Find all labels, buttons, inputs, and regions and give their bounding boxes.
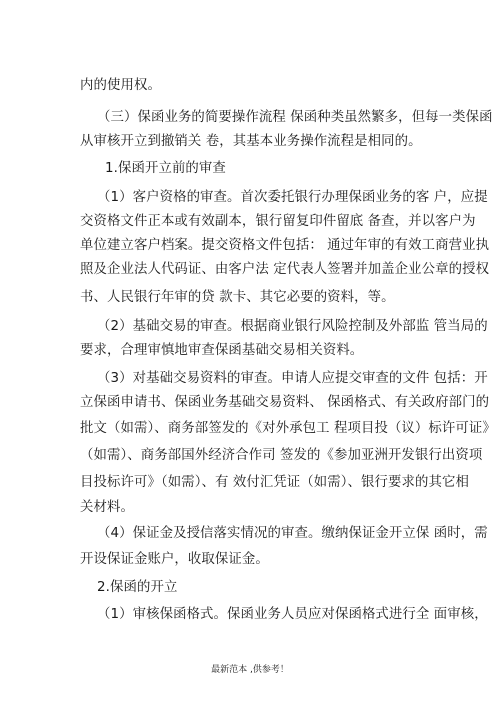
text-line: 关材料。 xyxy=(80,500,134,515)
section-heading: 1.保函开立前的审查 xyxy=(105,161,226,176)
text-line: （2）基础交易的审查。根据商业银行风险控制及外部监 管当局的 xyxy=(97,319,488,334)
text-line: 开设保证金账户，收取保证金。 xyxy=(80,552,269,567)
text-line: 从审核开立到撤销关 卷，其基本业务操作流程是相同的。 xyxy=(80,134,422,149)
text-line: 要求，合理审慎地审查保函基础交易相关资料。 xyxy=(80,343,364,358)
text-line: 目投标许可》（如需）、有 效付汇凭证（如需）、银行要求的其它相 xyxy=(80,475,469,490)
text-line: （1）客户资格的审查。首次委托银行办理保函业务的客 户，应提 xyxy=(97,190,488,205)
text-line: 照及企业法人代码证、由客户法 定代表人签署并加盖企业公章的授权 xyxy=(80,262,490,277)
text-line: 交资格文件正本或有效副本，银行留复印件留底 备查，并以客户为 xyxy=(80,214,476,229)
section-heading: 2.保函的开立 xyxy=(97,580,178,595)
text-line: （3）对基础交易资料的审查。申请人应提交审查的文件 包括：开 xyxy=(97,371,488,386)
text-line: （如需）、商务部国外经济合作司 签发的《参加亚洲开发银行出资项 xyxy=(80,448,483,463)
page-footer: 最新范本 ,供参考！ xyxy=(211,665,289,675)
text-line: 书、人民银行年审的贷 款卡、其它必要的资料，等。 xyxy=(80,290,395,305)
text-line: 内的使用权。 xyxy=(80,78,161,93)
text-line: 批文（如需）、商务部签发的《对外承包工 程项目投（议）标许可证》 xyxy=(80,421,496,436)
text-line: 单位建立客户档案。提交资格文件包括： 通过年审的有效工商营业执 xyxy=(80,238,490,253)
text-line: 立保函申请书、保函业务基础交易资料、 保函格式、有关政府部门的 xyxy=(80,395,490,410)
text-line: （三）保函业务的简要操作流程 保函种类虽然繁多，但每一类保函 xyxy=(97,110,493,125)
text-line: （4）保证金及授信落实情况的审查。缴纳保证金开立保 函时，需 xyxy=(97,526,488,541)
text-line: （1）审核保函格式。保函业务人员应对保函格式进行全 面审核， xyxy=(97,607,488,622)
